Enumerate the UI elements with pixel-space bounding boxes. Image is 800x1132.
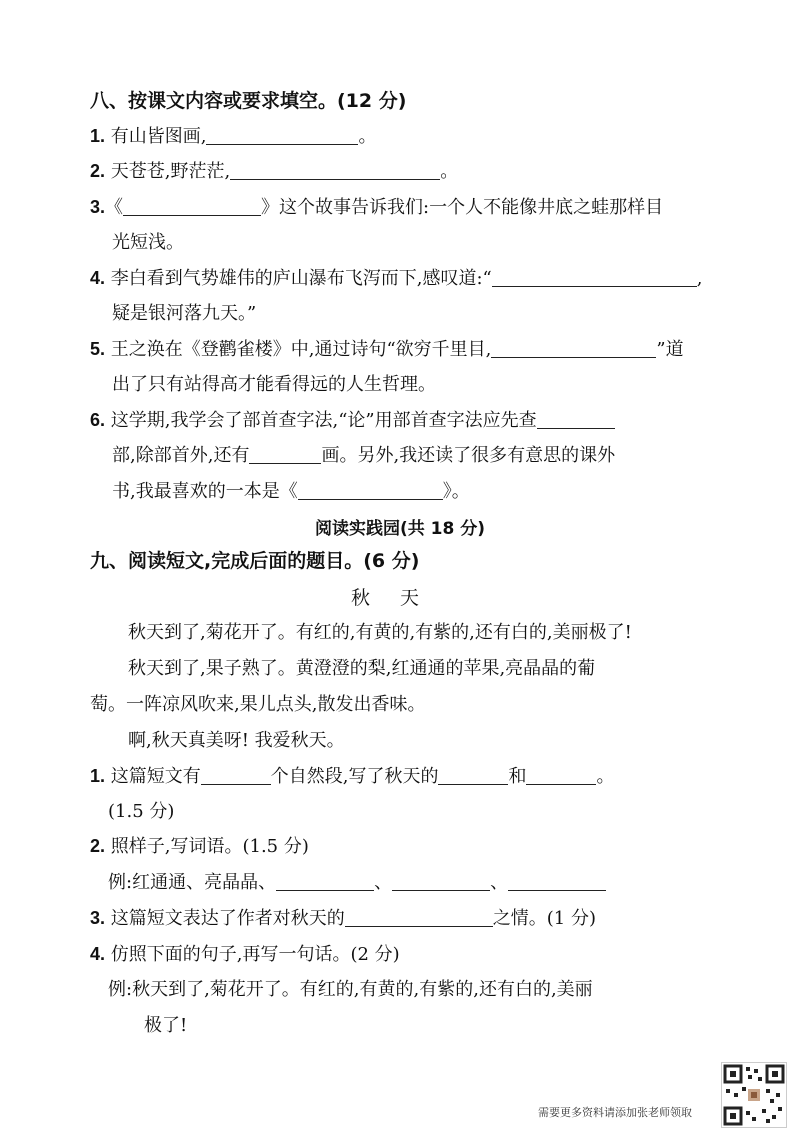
passage-paragraph-1: 秋天到了,菊花开了。有红的,有黄的,有紫的,还有白的,美丽极了! — [128, 622, 632, 643]
answer-blank[interactable] — [392, 872, 490, 891]
question-9-4-example: 例:秋天到了,菊花开了。有红的,有黄的,有紫的,还有白的,美丽 — [108, 979, 593, 1000]
question-8-3-line2: 光短浅。 — [112, 232, 184, 253]
passage-paragraph-3: 啊,秋天真美呀! 我爱秋天。 — [128, 730, 345, 751]
question-8-3: 3.《 》这个故事告诉我们:一个人不能像井底之蛙那样目 — [90, 197, 664, 218]
answer-blank[interactable] — [492, 268, 697, 287]
answer-blank[interactable] — [298, 481, 443, 500]
question-8-4-line2: 疑是银河落九天。” — [112, 303, 257, 324]
answer-blank[interactable] — [201, 766, 271, 785]
section-9-heading: 九、阅读短文,完成后面的题目。(6 分) — [90, 550, 420, 572]
answer-blank[interactable] — [249, 445, 321, 464]
question-9-1: 1. 这篇短文有 个自然段,写了秋天的 和 。 — [90, 766, 615, 787]
answer-blank[interactable] — [537, 410, 615, 429]
question-8-5: 5. 王之涣在《登鹳雀楼》中,通过诗句“欲穷千里目, ”道 — [90, 339, 684, 360]
answer-blank[interactable] — [508, 872, 606, 891]
question-8-4: 4. 李白看到气势雄伟的庐山瀑布飞泻而下,感叹道:“ , — [90, 268, 703, 289]
passage-title: 秋天 — [350, 587, 449, 609]
reading-section-header: 阅读实践园(共 18 分) — [314, 519, 486, 539]
question-9-4-example-cont: 极了! — [144, 1015, 188, 1036]
passage-paragraph-2-cont: 萄。一阵凉风吹来,果儿点头,散发出香味。 — [90, 694, 426, 715]
answer-blank[interactable] — [491, 339, 656, 358]
question-8-6-line2: 部,除部首外,还有 画。另外,我还读了很多有意思的课外 — [112, 445, 616, 466]
question-8-2: 2. 天苍苍,野茫茫, 。 — [90, 161, 459, 182]
question-9-4: 4. 仿照下面的句子,再写一句话。(2 分) — [90, 944, 400, 965]
question-8-6-line3: 书,我最喜欢的一本是《 》。 — [112, 481, 470, 502]
passage-paragraph-2: 秋天到了,果子熟了。黄澄澄的梨,红通通的苹果,亮晶晶的葡 — [128, 658, 596, 679]
answer-blank[interactable] — [123, 197, 261, 216]
question-9-2: 2. 照样子,写词语。(1.5 分) — [90, 836, 309, 857]
question-9-2-example: 例:红通通、亮晶晶、 、 、 — [108, 868, 606, 894]
section-8-heading: 八、按课文内容或要求填空。(12 分) — [90, 90, 407, 112]
answer-blank[interactable] — [345, 908, 493, 927]
answer-blank[interactable] — [526, 766, 596, 785]
answer-blank[interactable] — [206, 126, 358, 145]
answer-blank[interactable] — [438, 766, 508, 785]
question-9-1-score: (1.5 分) — [108, 801, 175, 822]
qr-code-icon — [721, 1062, 787, 1128]
footer-note: 需要更多资料请添加张老师领取 — [538, 1106, 692, 1119]
question-8-1: 1. 有山皆图画, 。 — [90, 126, 377, 147]
question-8-6: 6. 这学期,我学会了部首查字法,“论”用部首查字法应先查 — [90, 406, 615, 432]
question-8-5-line2: 出了只有站得高才能看得远的人生哲理。 — [112, 374, 436, 395]
answer-blank[interactable] — [230, 161, 440, 180]
question-9-3: 3. 这篇短文表达了作者对秋天的 之情。(1 分) — [90, 908, 596, 929]
answer-blank[interactable] — [276, 872, 374, 891]
